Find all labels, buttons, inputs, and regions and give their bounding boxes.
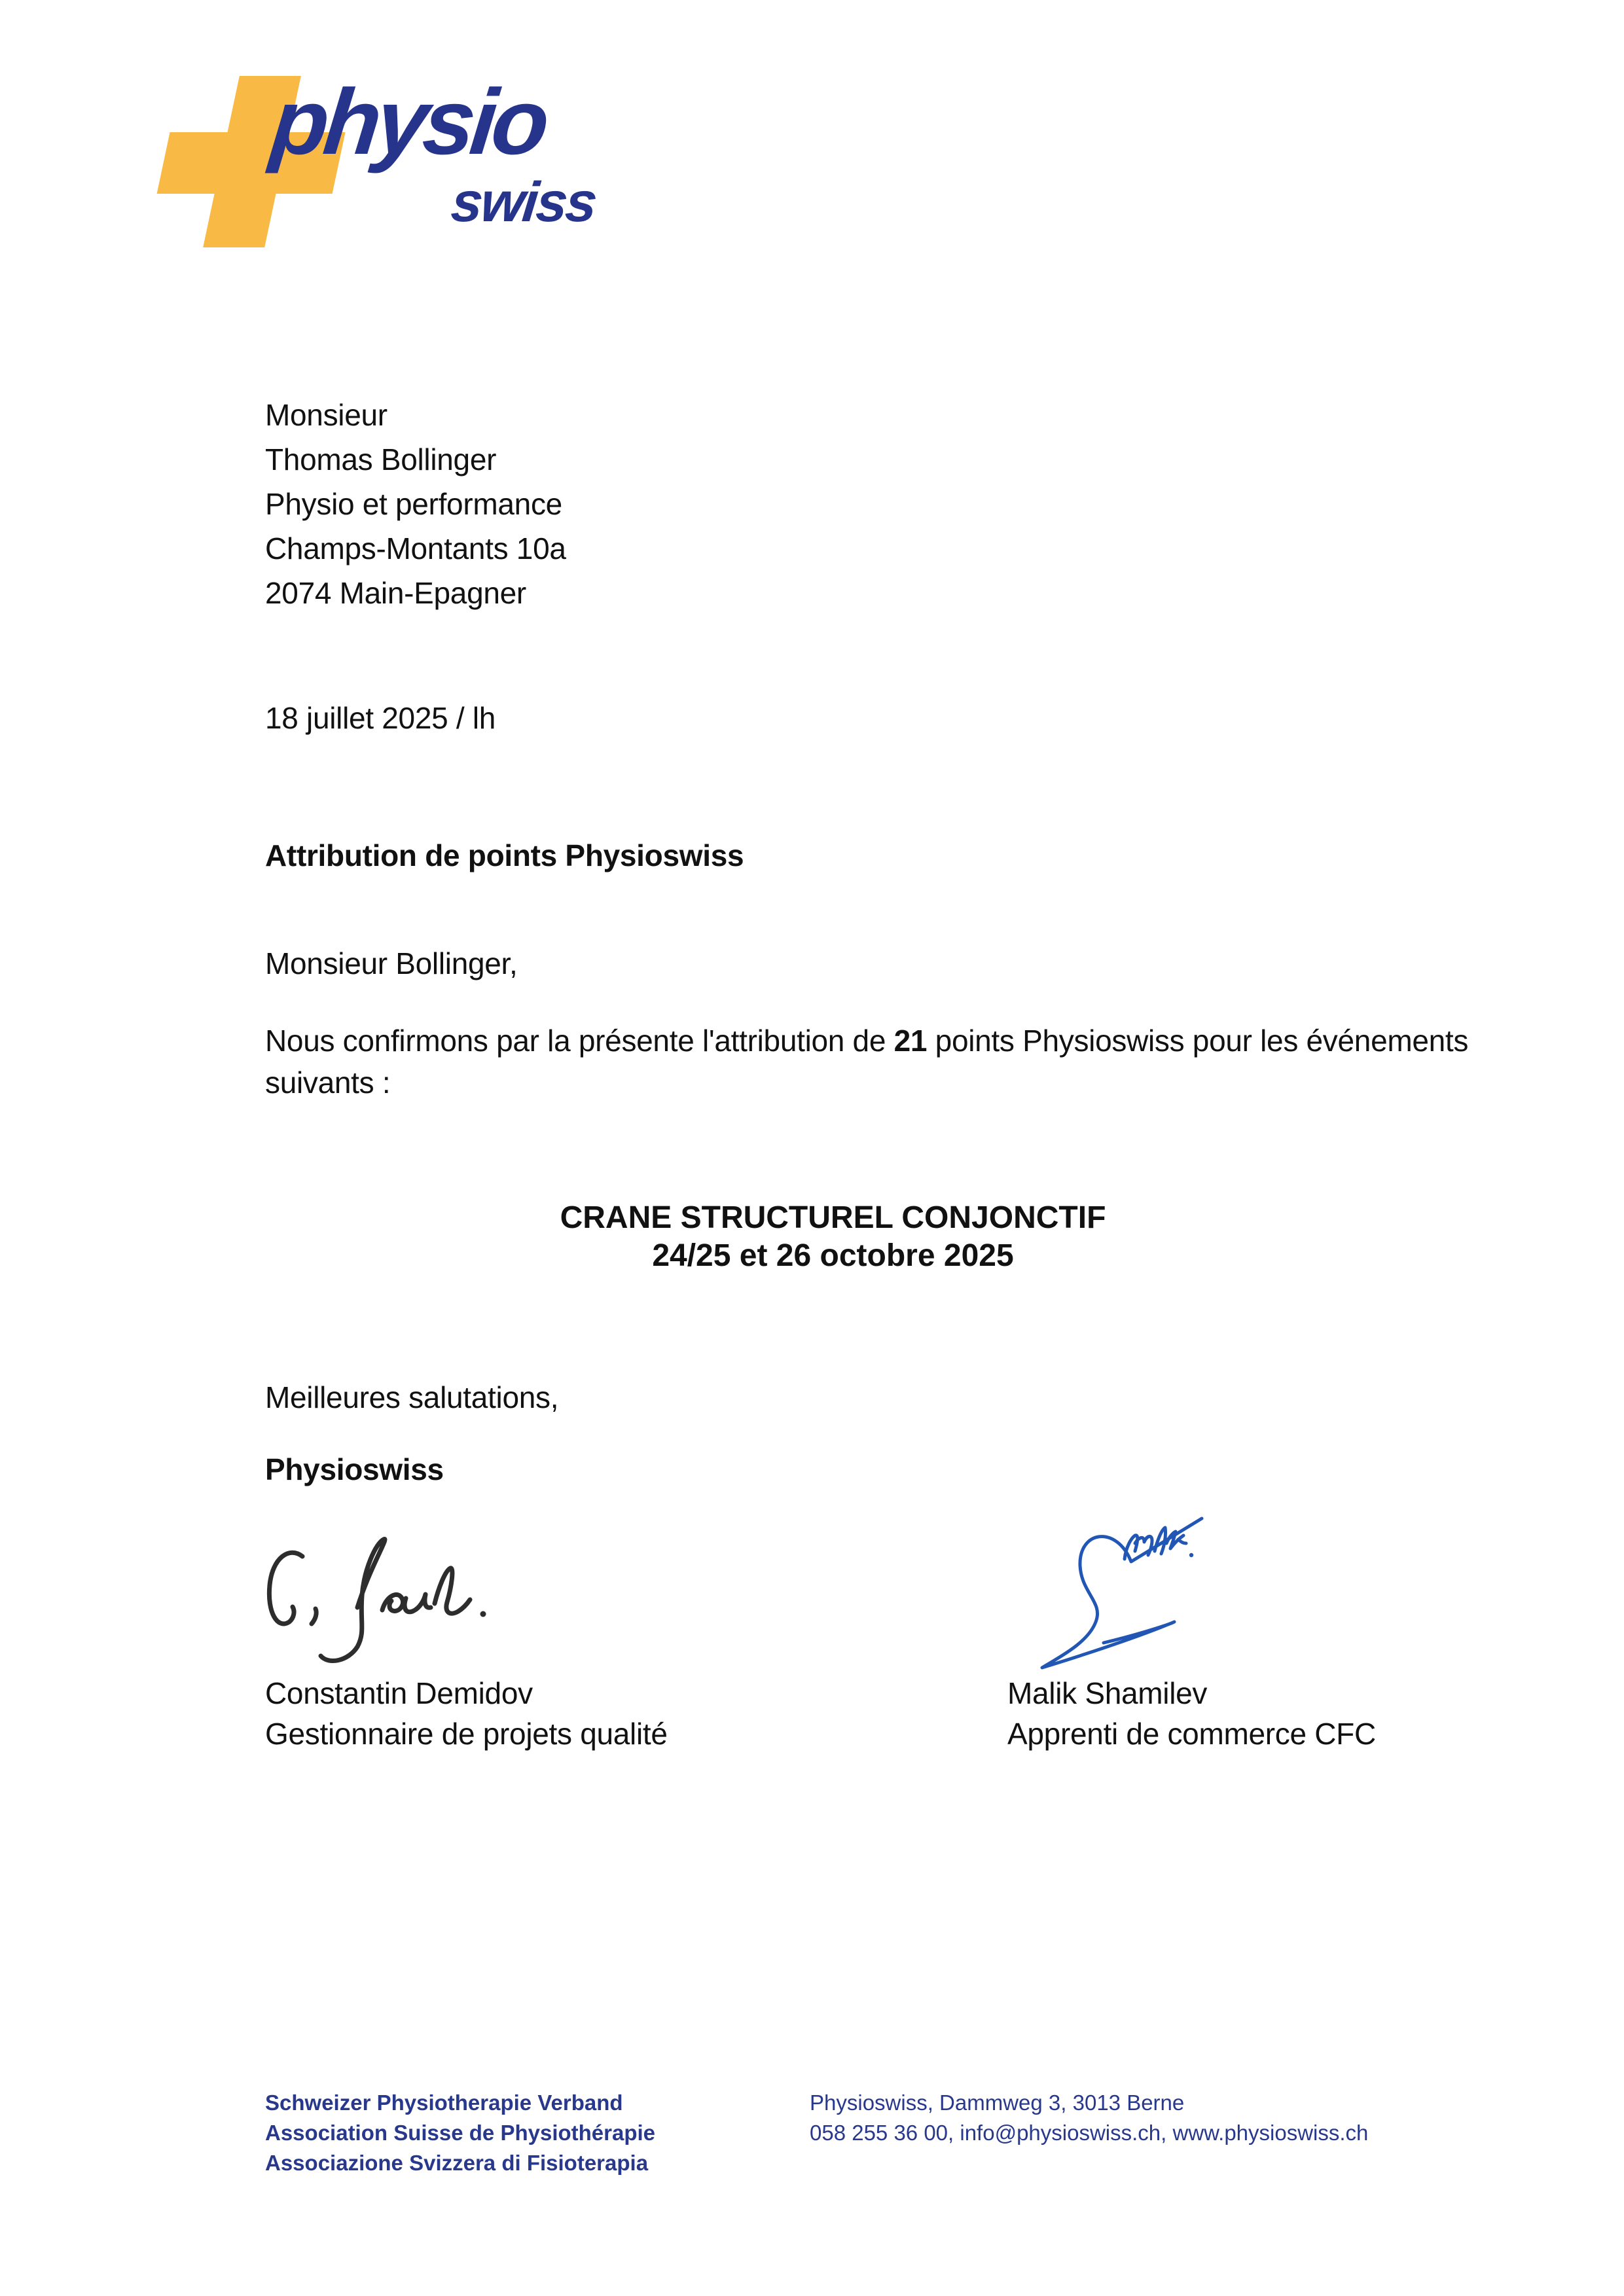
- points-value: 21: [893, 1024, 928, 1058]
- date-line: 18 juillet 2025 / lh: [265, 701, 496, 735]
- letter-salutation: Monsieur Bollinger,: [265, 946, 518, 980]
- event-title: CRANE STRUCTUREL CONJONCTIF: [560, 1200, 1106, 1235]
- signature-malik-shamilev: [1026, 1498, 1233, 1676]
- body-text-line2: suivants :: [265, 1066, 391, 1100]
- event-date: 24/25 et 26 octobre 2025: [652, 1238, 1014, 1273]
- footer-name-de: Schweizer Physiotherapie Verband: [265, 2090, 623, 2115]
- closing-organization: Physioswiss: [265, 1452, 444, 1486]
- event-block: [265, 1199, 1401, 1275]
- footer-address: Physioswiss, Dammweg 3, 3013 Berne: [810, 2090, 1185, 2115]
- footer-name-fr: Association Suisse de Physiothérapie: [265, 2121, 656, 2145]
- recipient-company: Physio et performance: [265, 487, 562, 521]
- recipient-name: Thomas Bollinger: [265, 442, 497, 476]
- footer-phone-email-web: 058 255 36 00, info@physioswiss.ch, www.physioswiss.ch: [810, 2121, 1369, 2145]
- footer-name-it: Associazione Svizzera di Fisioterapia: [265, 2151, 649, 2175]
- signer-right-title: Apprenti de commerce CFC: [1007, 1717, 1376, 1751]
- signer-right-name: Malik Shamilev: [1007, 1676, 1208, 1710]
- logo-wordmark-swiss: swiss: [448, 171, 599, 234]
- signer-left-name: Constantin Demidov: [265, 1676, 533, 1710]
- recipient-address-block: [265, 393, 566, 615]
- body-text-after-points: points Physioswiss pour les événements: [927, 1024, 1469, 1058]
- logo-wordmark-physio: physio: [266, 70, 550, 174]
- body-text-before-points: Nous confirmons par la présente l'attribution de: [265, 1024, 894, 1058]
- recipient-street: Champs-Montants 10a: [265, 531, 566, 565]
- recipient-city: 2074 Main-Epagner: [265, 576, 526, 610]
- signature-constantin-demidov: [261, 1530, 513, 1677]
- physioswiss-logo: [164, 71, 599, 270]
- closing-salutation: Meilleures salutations,: [265, 1380, 559, 1414]
- footer-contact-block: [810, 2088, 1368, 2148]
- recipient-salutation: Monsieur: [265, 398, 388, 432]
- body-paragraph: [265, 1020, 1509, 1103]
- subject-line: Attribution de points Physioswiss: [265, 838, 744, 872]
- signature-right-ink: [1026, 1498, 1233, 1676]
- signer-right-block: [1007, 1673, 1376, 1754]
- signer-left-block: [265, 1673, 668, 1754]
- footer-association-names: [265, 2088, 655, 2178]
- signature-left-ink: [261, 1530, 513, 1677]
- signer-left-title: Gestionnaire de projets qualité: [265, 1717, 668, 1751]
